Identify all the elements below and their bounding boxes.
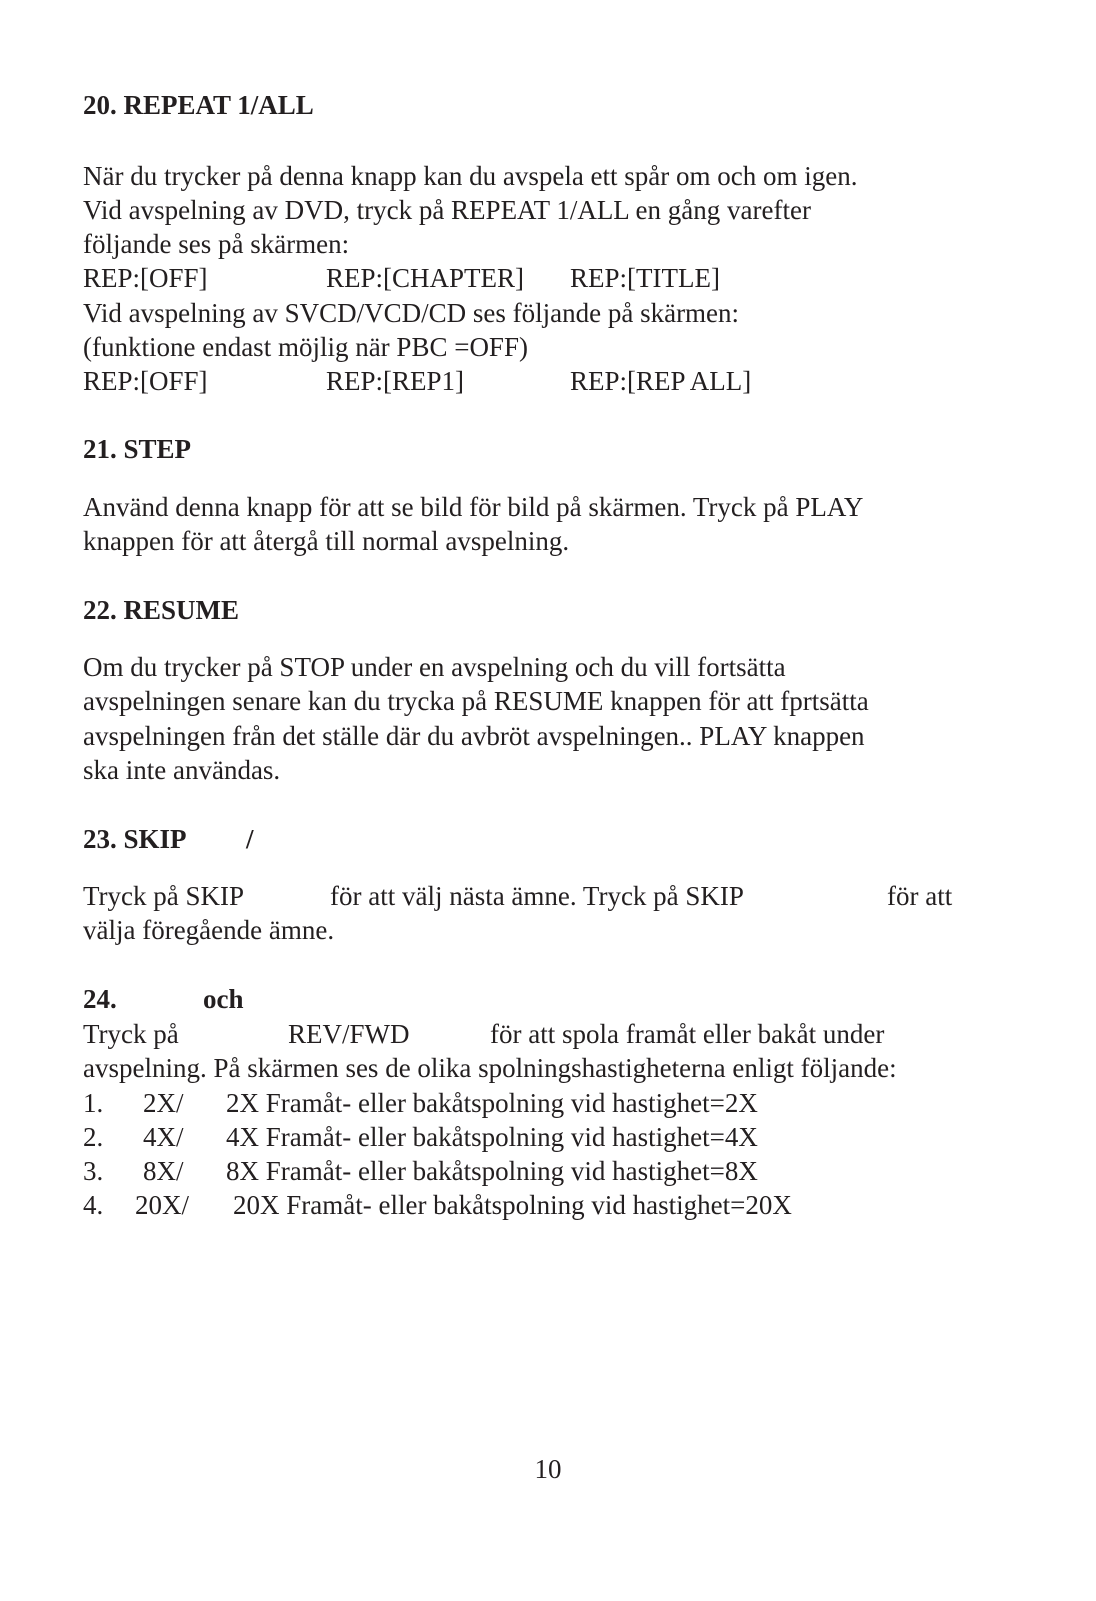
revfwd-paragraph-fragment: REV/FWD (288, 1019, 410, 1049)
speed-list-description: 4X Framåt- eller bakåtspolning vid hastighet=4X (226, 1122, 758, 1152)
speed-list-number: 2. (83, 1122, 104, 1152)
speed-list-number: 3. (83, 1156, 104, 1186)
skip-paragraph-line: välja föregående ämne. (83, 915, 335, 945)
section-heading-skip-slash: / (246, 824, 254, 854)
skip-paragraph-fragment: Tryck på SKIP (83, 881, 245, 911)
resume-paragraph-line: Om du trycker på STOP under en avspelning och du vill fortsätta (83, 652, 786, 682)
revfwd-paragraph-line: avspelning. På skärmen ses de olika spolningshastigheterna enligt följande: (83, 1053, 897, 1083)
repeat-paragraph-line: När du trycker på denna knapp kan du avspela ett spår om och om igen. (83, 161, 858, 191)
cd-repeat-mode: REP:[REP1] (326, 366, 465, 396)
speed-list-description: 8X Framåt- eller bakåtspolning vid hastighet=8X (226, 1156, 758, 1186)
cd-repeat-mode: REP:[OFF] (83, 366, 208, 396)
speed-list-number: 4. (83, 1190, 104, 1220)
speed-list-speed: 2X/ (143, 1088, 184, 1118)
cd-repeat-mode: REP:[REP ALL] (570, 366, 752, 396)
section-heading-revfwd-och: och (203, 984, 244, 1014)
revfwd-paragraph-fragment: för att spola framåt eller bakåt under (490, 1019, 885, 1049)
dvd-repeat-mode: REP:[TITLE] (570, 263, 720, 293)
skip-paragraph-fragment: för att (887, 881, 953, 911)
resume-paragraph-line: avspelningen senare kan du trycka på RESUME knappen för att fprtsätta (83, 686, 869, 716)
dvd-repeat-mode: REP:[OFF] (83, 263, 208, 293)
speed-list-description: 20X Framåt- eller bakåtspolning vid hastighet=20X (233, 1190, 792, 1220)
resume-paragraph-line: ska inte användas. (83, 755, 281, 785)
page-number: 10 (534, 1454, 562, 1484)
resume-paragraph-line: avspelningen från det ställe där du avbröt avspelningen.. PLAY knappen (83, 721, 865, 751)
revfwd-paragraph-fragment: Tryck på (83, 1019, 179, 1049)
section-heading-resume: 22. RESUME (83, 595, 240, 625)
skip-paragraph-fragment: för att välj nästa ämne. Tryck på SKIP (330, 881, 744, 911)
speed-list-number: 1. (83, 1088, 104, 1118)
section-heading-repeat: 20. REPEAT 1/ALL (83, 90, 314, 120)
speed-list-description: 2X Framåt- eller bakåtspolning vid hastighet=2X (226, 1088, 758, 1118)
speed-list-speed: 4X/ (143, 1122, 184, 1152)
repeat-paragraph-line: Vid avspelning av DVD, tryck på REPEAT 1/ALL en gång varefter (83, 195, 811, 225)
speed-list-speed: 8X/ (143, 1156, 184, 1186)
speed-list-speed: 20X/ (135, 1190, 189, 1220)
section-heading-revfwd: 24. (83, 984, 117, 1014)
repeat-paragraph-line: Vid avspelning av SVCD/VCD/CD ses följande på skärmen: (83, 298, 740, 328)
step-paragraph-line: Använd denna knapp för att se bild för bild på skärmen. Tryck på PLAY (83, 492, 864, 522)
section-heading-skip: 23. SKIP (83, 824, 187, 854)
section-heading-step: 21. STEP (83, 434, 192, 464)
dvd-repeat-mode: REP:[CHAPTER] (326, 263, 525, 293)
repeat-paragraph-line: (funktione endast möjlig när PBC =OFF) (83, 332, 528, 362)
step-paragraph-line: knappen för att återgå till normal avspelning. (83, 526, 570, 556)
repeat-paragraph-line: följande ses på skärmen: (83, 229, 350, 259)
